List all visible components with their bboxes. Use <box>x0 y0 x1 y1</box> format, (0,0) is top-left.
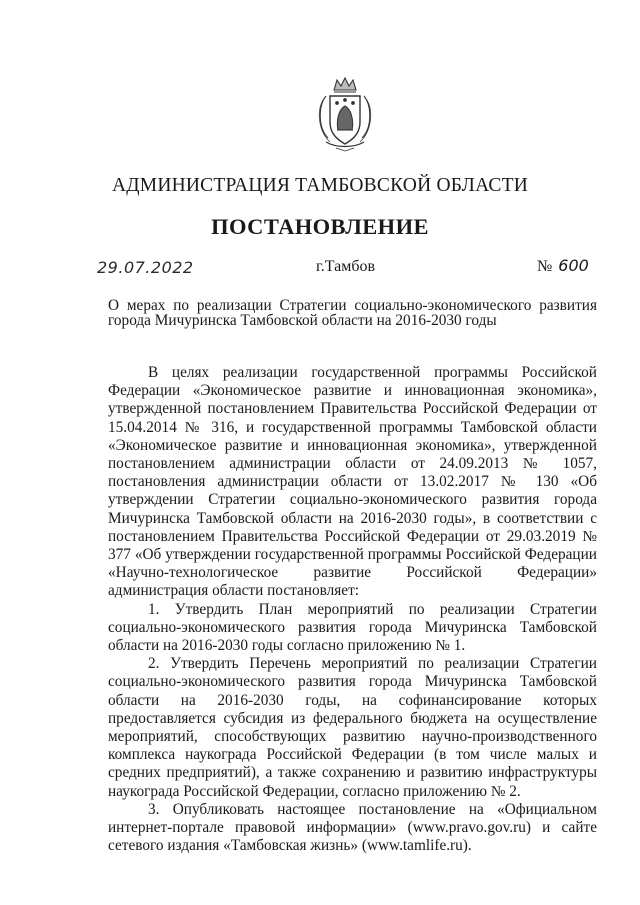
document-number <box>537 256 589 276</box>
clause-1: 1. Утвердить План мероприятий по реализации Стратегии социально-экономического развития города Мичуринска Тамбовской области на 2016-2030 годы согласно приложению № 1. <box>108 600 597 655</box>
number-value: 600 <box>558 256 589 275</box>
preamble-paragraph: В целях реализации государственной программы Российской Федерации «Экономическое развитие и инновационная экономика», утвержденной постановлением Правительства Российской Федерации от 15.04.2014 № 316, и государственной программы Тамбовской области «Экономическое развитие и инновационная экономика», утвержденной постановлением администрации области от 24.09.2013 № 1057, постановления администрации области от 13.02.2017 № 130 «Об утверждении Стратегии социально-экономического развития города Мичуринска Тамбовской области на 2016-2030 годы», в соответствии с постановлением Правительства Российской Федерации от 29.03.2019 № 377 «Об утверждении государственной программы Российской Федерации «Научно-технологическое развитие Российской Федерации» администрация области постановляет: <box>108 364 597 600</box>
clause-3: 3. Опубликовать настоящее постановление на «Официальном интернет-портале правовой информации» (www.pravo.gov.ru) и сайте сетевого издания «Тамбовская жизнь» (www.tamlife.ru). <box>108 800 597 855</box>
coat-of-arms-icon <box>314 76 376 152</box>
clause-2: 2. Утвердить Перечень мероприятий по реализации Стратегии социально-экономического развития города Мичуринска Тамбовской области на 2016-2030 годы, на софинансирование которых предоставляется субсидия из федерального бюджета на осуществление мероприятий, способствующих развитию научно-производственного комплекса наукограда Российской Федерации (в том числе малых и средних предприятий), а также сохранению и развитию инфраструктуры наукограда Российской Федерации, согласно приложению № 2. <box>108 655 597 800</box>
document-body <box>108 364 597 855</box>
document-date: 29.07.2022 <box>97 258 194 277</box>
coat-of-arms-emblem <box>314 76 376 152</box>
number-prefix: № <box>537 258 553 275</box>
document-subject: О мерах по реализации Стратегии социально-экономического развития города Мичуринска Тамбовской области на 2016-2030 годы <box>108 297 597 329</box>
organization-title: АДМИНИСТРАЦИЯ ТАМБОВСКОЙ ОБЛАСТИ <box>112 175 528 196</box>
document-type: ПОСТАНОВЛЕНИЕ <box>211 214 429 239</box>
document-city: г.Тамбов <box>316 258 376 275</box>
